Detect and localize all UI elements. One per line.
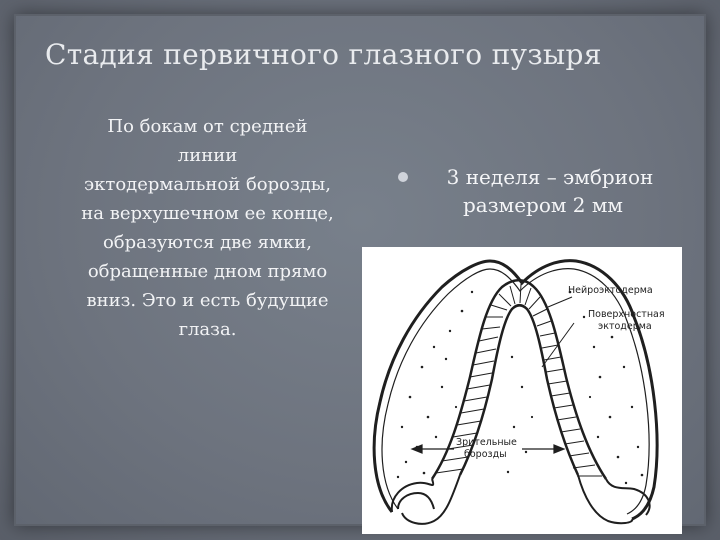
label-optic-grooves-1: Зрительные bbox=[456, 437, 517, 448]
left-line: вниз. Это и есть будущие bbox=[86, 290, 329, 311]
embryo-diagram-svg bbox=[362, 247, 682, 534]
surface-ectoderm-pointer bbox=[542, 323, 574, 367]
outer-contour bbox=[374, 261, 657, 519]
left-line: эктодермальной борозды, bbox=[84, 174, 331, 195]
neuroectoderm-pointer bbox=[548, 297, 572, 307]
left-line: По бокам от средней bbox=[107, 116, 308, 137]
embryo-diagram bbox=[362, 247, 682, 534]
right-pit-bottom bbox=[578, 475, 632, 523]
bullet-line: размером 2 мм bbox=[463, 193, 623, 217]
left-line: на верхушечном ее конце, bbox=[81, 203, 334, 224]
bullet-item bbox=[398, 163, 688, 219]
label-optic-grooves-2: борозды bbox=[464, 449, 507, 460]
neural-fold-outer bbox=[432, 280, 606, 479]
left-line: образуются две ямки, bbox=[102, 232, 313, 253]
slide-title: Стадия первичного глазного пузыря bbox=[45, 38, 602, 71]
label-neuroectoderm: Нейроэктодерма bbox=[568, 285, 653, 296]
bullet-line: 3 неделя – эмбрион bbox=[446, 165, 654, 189]
left-paragraph bbox=[55, 112, 360, 344]
label-surface-ectoderm-2: эктодерма bbox=[598, 321, 652, 332]
left-line: обращенные дном прямо bbox=[87, 261, 328, 282]
left-optic-pit bbox=[392, 479, 434, 512]
left-line: глаза. bbox=[178, 319, 237, 340]
left-line: линии bbox=[177, 145, 238, 166]
label-surface-ectoderm-1: Поверхностная bbox=[588, 309, 665, 320]
